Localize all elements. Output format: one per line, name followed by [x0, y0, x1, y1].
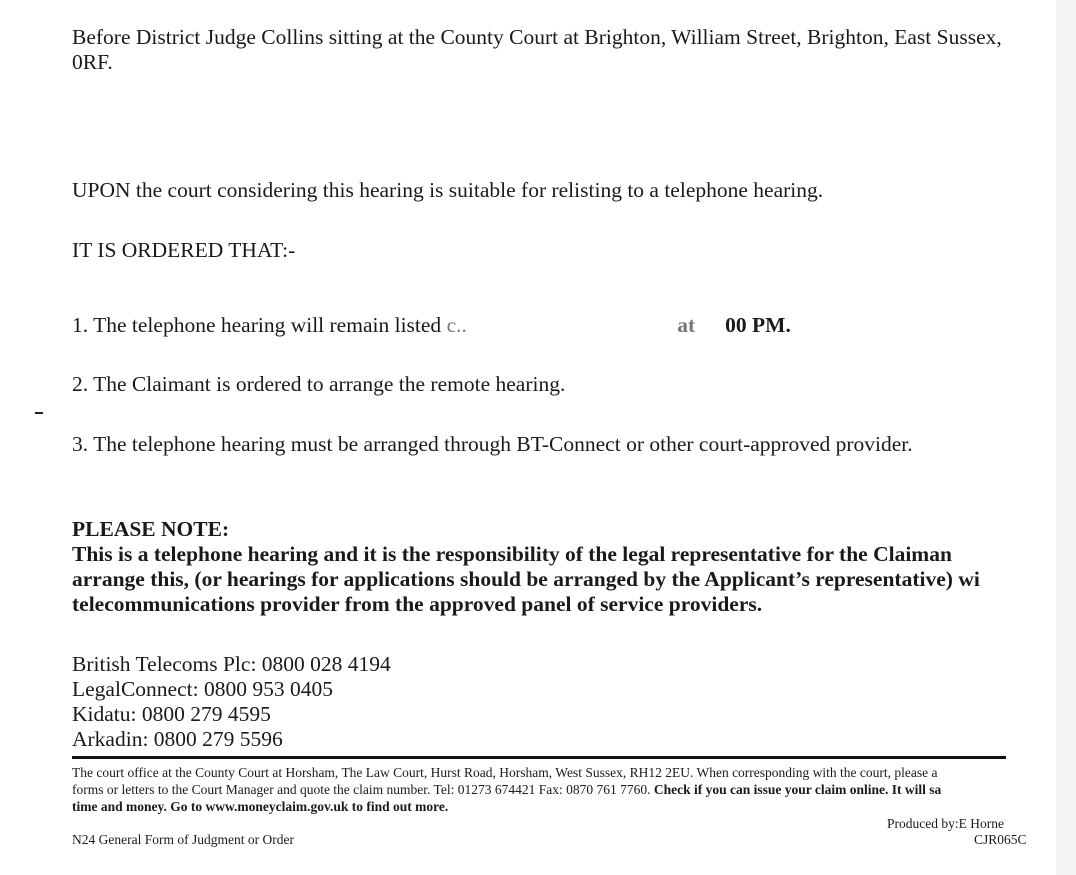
redacted-date — [467, 315, 672, 335]
note-line-1: This is a telephone hearing and it is the responsibility of the legal representative for the Claiman — [72, 542, 952, 566]
order-item-1-time: 00 PM. — [725, 313, 791, 337]
please-note-heading: PLEASE NOTE: — [72, 517, 230, 541]
judge-line-1: Before District Judge Collins sitting at the County Court at Brighton, William Street, Brighton, East Sussex, — [72, 25, 1002, 49]
order-item-3: 3. The telephone hearing must be arranged through BT-Connect or other court-approved provider. — [72, 432, 913, 456]
provider-arkadin: Arkadin: 0800 279 5596 — [72, 727, 283, 751]
note-line-2: arrange this, (or hearings for applications should be arranged by the Applicant’s representative) wi — [72, 567, 980, 591]
provider-kidatu: Kidatu: 0800 279 4595 — [72, 702, 271, 726]
redacted-time — [695, 315, 725, 335]
upon-recital: UPON the court considering this hearing is suitable for relisting to a telephone hearing. — [72, 178, 824, 202]
order-item-1 — [72, 313, 791, 338]
provider-legalconnect: LegalConnect: 0800 953 0405 — [72, 677, 333, 701]
ordered-heading: IT IS ORDERED THAT:- — [72, 238, 296, 262]
order-item-1-at: at — [677, 313, 696, 337]
note-line-3: telecommunications provider from the approved panel of service providers. — [72, 592, 763, 616]
order-item-1-partial: c.. — [446, 313, 467, 337]
court-office-contact: forms or letters to the Court Manager and quote the claim number. Tel: 01273 674421 Fax: 0870 761 7760. — [72, 782, 654, 797]
online-claim-notice: Check if you can issue your claim online. It will sa — [653, 782, 942, 797]
produced-by: Produced by:E Horne — [887, 816, 1004, 831]
judge-line-2: 0RF. — [72, 50, 113, 74]
form-name: N24 General Form of Judgment or Order — [72, 832, 294, 847]
footer-divider — [72, 756, 1006, 759]
viewer-edge — [1056, 0, 1076, 875]
provider-bt: British Telecoms Plc: 0800 028 4194 — [72, 652, 391, 676]
order-item-2: 2. The Claimant is ordered to arrange the remote hearing. — [72, 372, 566, 396]
moneyclaim-notice: time and money. Go to www.moneyclaim.gov.uk to find out more. — [72, 799, 449, 814]
order-item-1-text: 1. The telephone hearing will remain listed — [72, 313, 442, 337]
court-office-line-1: The court office at the County Court at Horsham, The Law Court, Hurst Road, Horsham, West Sussex, RH12 2EU. When corresponding with the court, please a — [72, 765, 938, 780]
court-office-line-2 — [72, 781, 941, 798]
form-reference: CJR065C — [974, 832, 1027, 847]
margin-dash — [35, 412, 43, 414]
